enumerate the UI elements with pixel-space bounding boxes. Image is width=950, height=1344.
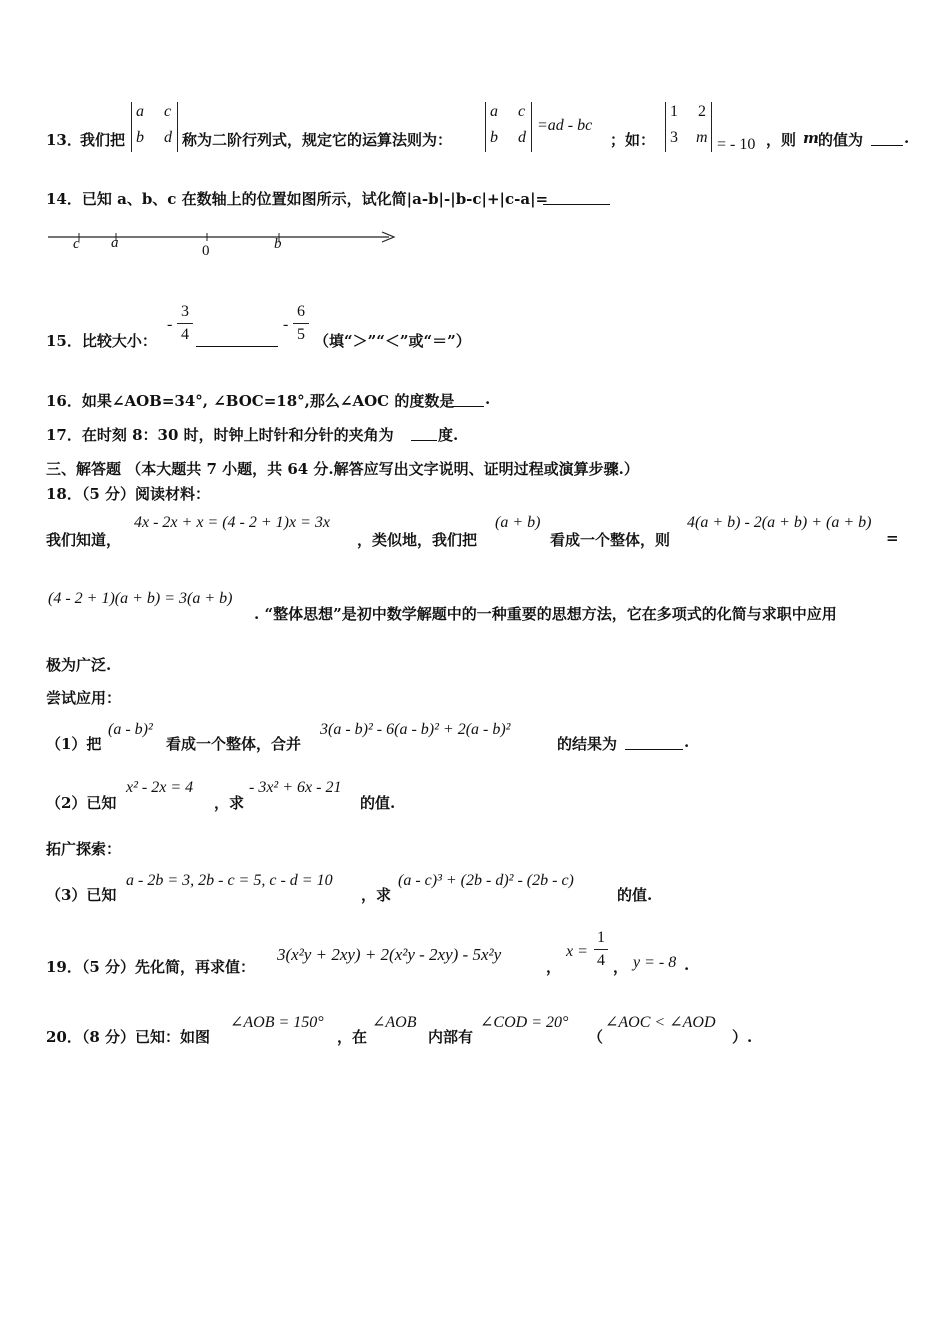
q13-m-var: m [803, 129, 819, 147]
q16-text: 16．如果∠AOB=34°, ∠BOC=18°,那么∠AOC 的度数是 [46, 392, 455, 410]
q13-text-3: ；如： [610, 131, 656, 149]
fraction-2-sign: - [283, 316, 289, 333]
det-rule: =ad - bc [537, 117, 593, 134]
det1-c: c [164, 103, 172, 120]
q15-hint: （填“＞”“＜”或“＝”） [314, 332, 471, 350]
det3-2: 2 [698, 103, 706, 120]
label-a: a [111, 235, 119, 251]
q19-sep: ， [546, 958, 562, 976]
det1-d: d [164, 129, 172, 146]
q19-head: 19．（5 分）先化简，再求值： [46, 958, 256, 976]
det3-3: 3 [670, 129, 678, 146]
q20-angle-aob-2: ∠AOB [372, 1014, 417, 1031]
q19-y-eq: y = - 8 [633, 954, 677, 971]
q17-answer-blank[interactable] [411, 426, 437, 441]
q19-x-denominator: 4 [597, 952, 605, 969]
q20-angle-cod: ∠COD = 20° [480, 1014, 569, 1031]
q18-line1-b: ，类似地，我们把 [357, 531, 478, 549]
q14-text: 14．已知 a、b、c 在数轴上的位置如图所示，试化简|a-b|-|b-c|+|c-a|= [46, 190, 549, 208]
q18-sub2-formula-2: - 3x² + 6x - 21 [249, 779, 342, 796]
label-b: b [274, 236, 282, 252]
q19-x-eq: x = [566, 943, 588, 960]
q18-formula-3: (4 - 2 + 1)(a + b) = 3(a + b) [48, 590, 233, 607]
q18-formula-2: 4(a + b) - 2(a + b) + (a + b) [687, 514, 872, 531]
q18-sub2-a: （2）已知 [46, 794, 117, 812]
q13-answer-blank[interactable] [871, 131, 903, 146]
q17-end: 度. [438, 426, 459, 444]
q20-head: 20．（8 分）已知：如图 [46, 1028, 211, 1046]
q18-line2: . “整体思想”是初中数学解题中的一种重要的思想方法，它在多项式的化简与求职中应用 [254, 605, 837, 623]
q20-angle-aob: ∠AOB = 150° [230, 1014, 324, 1031]
q18-try-heading: 尝试应用： [46, 689, 122, 707]
fraction-2 [293, 303, 309, 344]
det3-m: m [696, 129, 708, 146]
q20-text-4: ）. [732, 1028, 753, 1046]
q19-expression: 3(x²y + 2xy) + 2(x²y - 2xy) - 5x²y [277, 945, 502, 964]
number-line [44, 228, 404, 268]
det1-a: a [136, 103, 144, 120]
q18-sub3-c: 的值. [617, 886, 653, 904]
determinant-1 [131, 102, 178, 152]
q19-comma: ， [613, 958, 629, 976]
q18-sub1-c: 的结果为 [557, 735, 618, 753]
q18-sub2-formula-1: x² - 2x = 4 [126, 779, 194, 796]
q18-line3: 极为广泛. [46, 656, 112, 674]
fraction-2-numerator: 6 [297, 303, 305, 320]
q18-sub3-formula-1: a - 2b = 3, 2b - c = 5, c - d = 10 [126, 872, 333, 889]
q18-sub3-b: ，求 [361, 886, 392, 904]
determinant-3 [665, 102, 712, 152]
fraction-1-denominator: 4 [181, 326, 189, 343]
q13-text-4: ，则 [766, 131, 797, 149]
q20-angle-compare: ∠AOC < ∠AOD [605, 1014, 716, 1031]
det1-b: b [136, 129, 144, 146]
q18-head: 18．（5 分）阅读材料： [46, 485, 211, 503]
det2-c: c [518, 103, 526, 120]
det3-1: 1 [670, 103, 678, 120]
q15-answer-blank[interactable] [196, 332, 278, 347]
q13-number: 13． [46, 131, 82, 149]
fraction-2-denominator: 5 [297, 326, 305, 343]
q18-formula-ab: (a + b) [495, 514, 541, 531]
q20-text-2: 内部有 [428, 1028, 474, 1046]
q20-text-1: ，在 [337, 1028, 368, 1046]
q13-text-2: 称为二阶行列式，规定它的运算法则为： [182, 131, 453, 149]
q18-sub2-c: 的值. [360, 794, 396, 812]
label-0: 0 [202, 243, 210, 259]
q15-text: 15．比较大小： [46, 332, 157, 350]
q13-end: . [904, 129, 910, 147]
q16-answer-blank[interactable] [452, 392, 484, 407]
q17-text: 17．在时刻 8：30 时，时钟上时针和分针的夹角为 [46, 426, 394, 444]
q18-line1-a: 我们知道， [46, 531, 122, 549]
q16-end: . [485, 390, 491, 408]
q19-x-numerator: 1 [597, 929, 605, 946]
q13-text-1: 我们把 [80, 131, 126, 149]
q18-explore-heading: 拓广探索： [46, 840, 122, 858]
q19-x-fraction [594, 929, 608, 970]
q18-sub1-formula-1: (a - b)² [108, 721, 153, 738]
q19-end: . [684, 956, 690, 974]
q18-sub3-a: （3）已知 [46, 886, 117, 904]
q18-sub1-formula-2: 3(a - b)² - 6(a - b)² + 2(a - b)² [320, 721, 511, 738]
det-value: = - 10 [717, 136, 756, 153]
fraction-1 [177, 303, 193, 344]
q18-sub1-a: （1）把 [46, 735, 102, 753]
det2-b: b [490, 129, 498, 146]
fraction-1-numerator: 3 [181, 303, 189, 320]
q18-sub1-d: . [684, 733, 690, 751]
det2-d: d [518, 129, 526, 146]
label-c: c [73, 236, 80, 252]
q18-formula-1: 4x - 2x + x = (4 - 2 + 1)x = 3x [134, 514, 331, 531]
q20-text-3: （ [588, 1028, 604, 1046]
q13-text-5: 的值为 [818, 131, 864, 149]
fraction-1-sign: - [167, 316, 173, 333]
q18-sub1-answer-blank[interactable] [625, 735, 683, 750]
q18-sub1-b: 看成一个整体，合并 [166, 735, 302, 753]
determinant-2 [485, 102, 532, 152]
q18-line1-c: 看成一个整体，则 [550, 531, 671, 549]
q18-line1-d: = [886, 529, 899, 547]
q14-answer-blank[interactable] [543, 190, 610, 205]
section-3-heading: 三、解答题 （本大题共 7 小题，共 64 分.解答应写出文字说明、证明过程或演算步骤.） [46, 460, 639, 478]
q18-sub2-b: ，求 [214, 794, 245, 812]
q18-sub3-formula-2: (a - c)³ + (2b - d)² - (2b - c) [398, 872, 574, 889]
det2-a: a [490, 103, 498, 120]
